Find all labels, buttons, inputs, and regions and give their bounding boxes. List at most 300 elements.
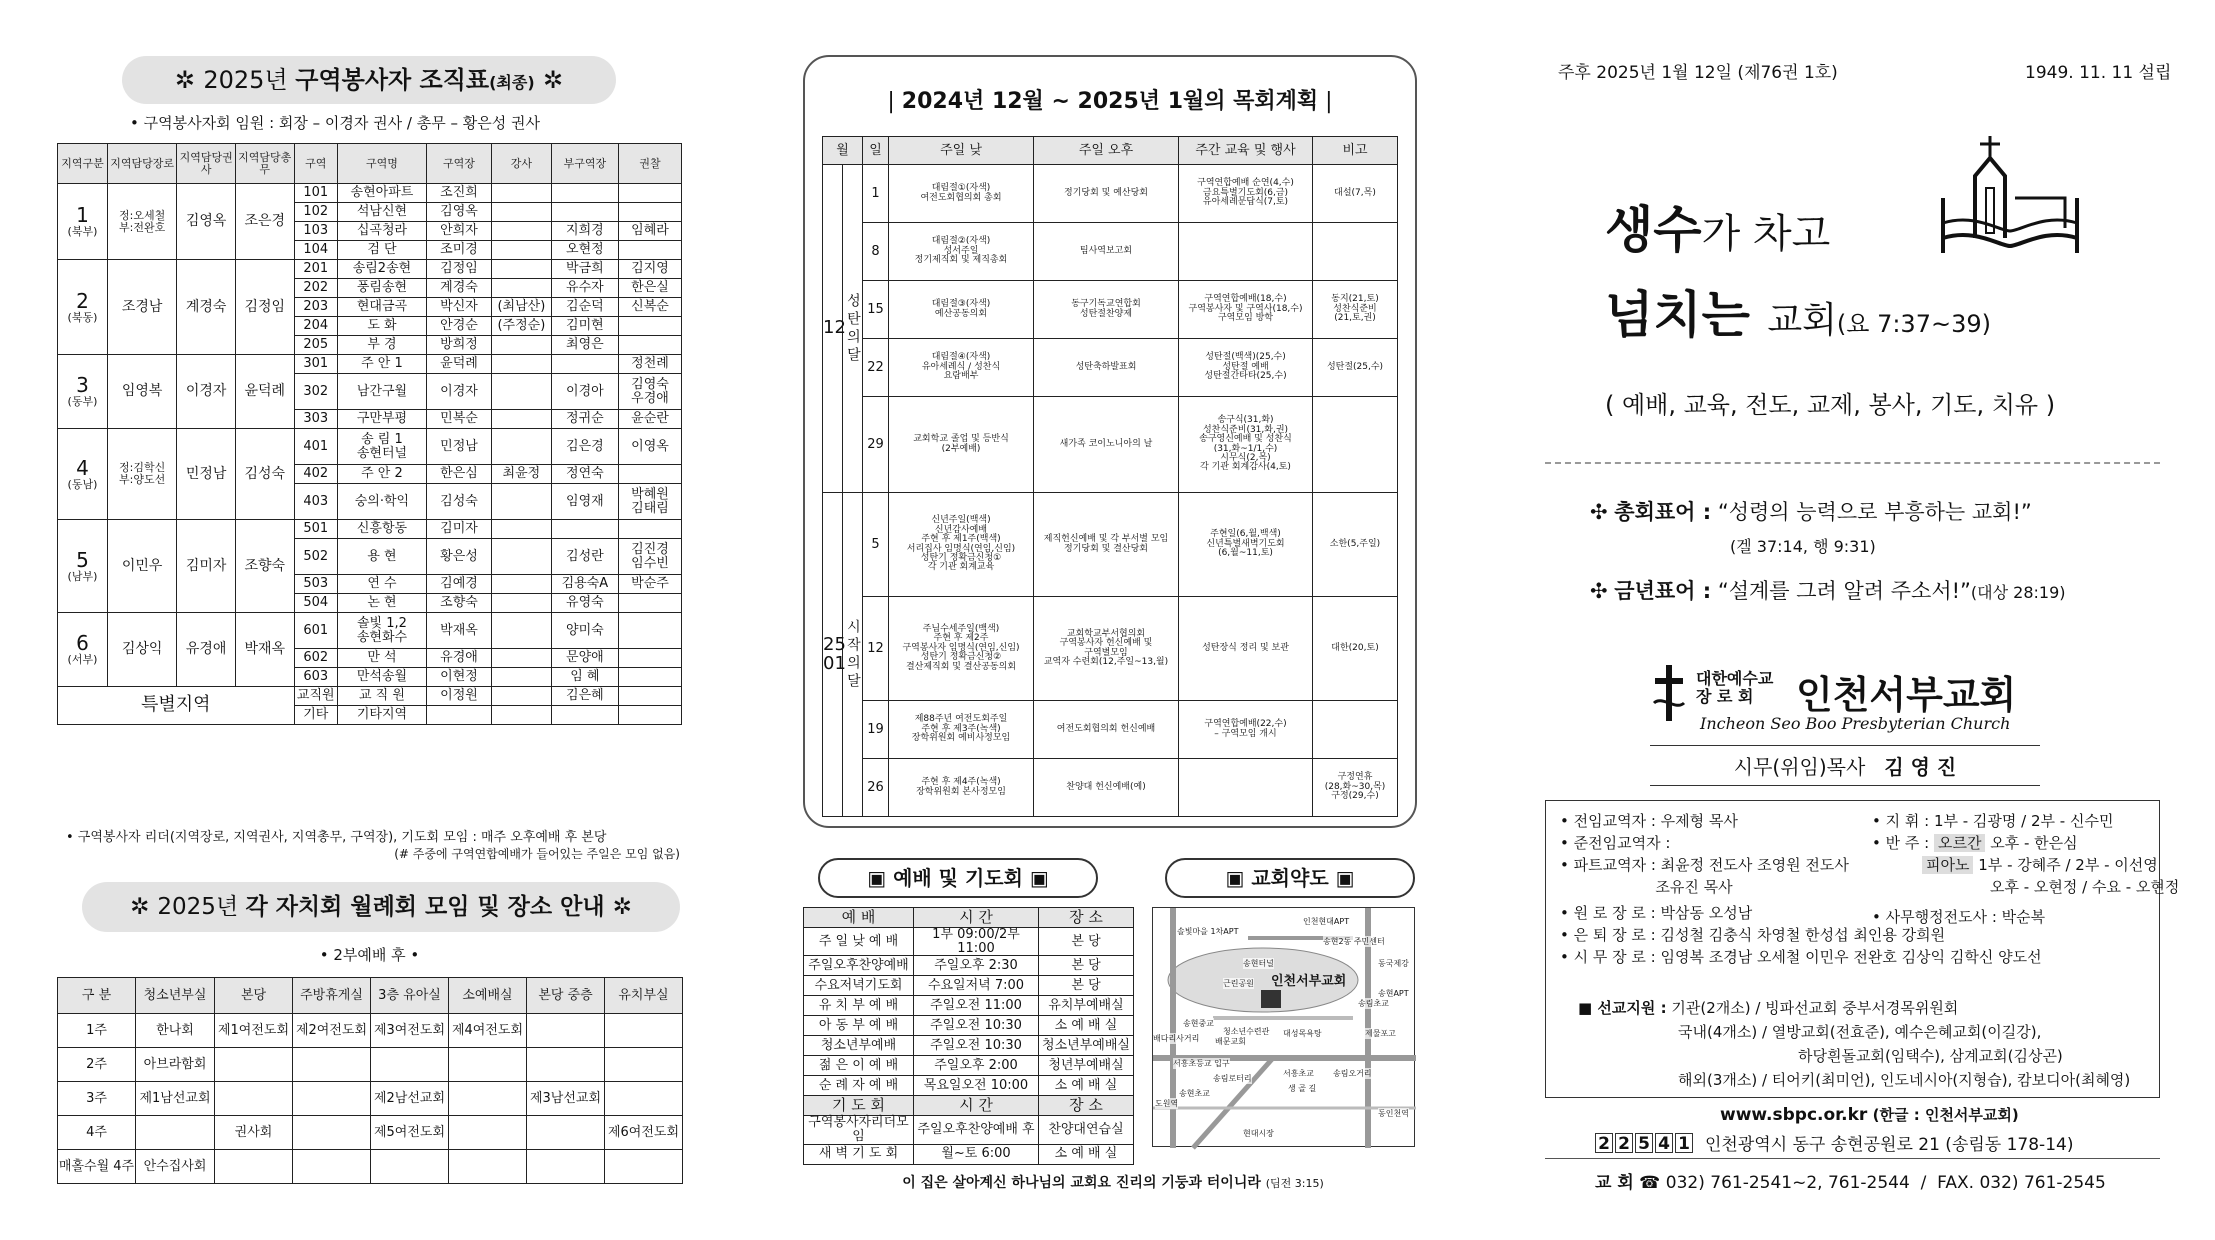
church-bible-icon — [1935, 128, 2085, 268]
table-cell: (주정순) — [492, 317, 552, 336]
map-label: 송현2동 주민센터 — [1323, 937, 1385, 946]
table-cell: 조은경 — [235, 184, 294, 260]
table-cell: 구역연합예배 순연(4,수) 금요특별기도회(6,금) 유아세례문답식(7,토) — [1179, 165, 1313, 223]
website-link[interactable]: www.sbpc.or.kr — [1720, 1105, 1868, 1125]
table-row — [58, 520, 682, 539]
table-cell: 제2여전도회 — [293, 1014, 371, 1048]
column-header: 주간 교육 및 행사 — [1179, 137, 1313, 165]
table-cell: 논 현 — [337, 594, 426, 613]
table-cell: 601 — [294, 613, 337, 649]
table-cell: 부 경 — [337, 336, 426, 355]
table-cell: 윤덕례 — [426, 355, 491, 374]
map-title: ▣ 교회약도 ▣ — [1165, 858, 1415, 898]
table-cell — [293, 1048, 371, 1082]
table-cell: 청소년부예배실 — [1039, 1036, 1134, 1056]
table-cell: 아브라함회 — [136, 1048, 215, 1082]
plan-theme-text: 시작의달 — [844, 618, 861, 691]
region-cell — [58, 260, 108, 355]
map-label: 송현터널 — [1243, 959, 1274, 968]
table-cell — [492, 520, 552, 539]
region-number: 6 — [76, 631, 89, 656]
table-cell: 오현정 — [551, 241, 618, 260]
table-cell: 502 — [294, 539, 337, 575]
table-cell: 교회학교 졸업 및 등반식 (2부예배) — [889, 397, 1034, 493]
table-cell — [1179, 223, 1313, 281]
column-header: 유치부실 — [605, 978, 683, 1014]
worship-title: ▣ 예배 및 기도회 ▣ — [818, 858, 1098, 898]
table-row — [58, 184, 682, 203]
table-cell — [619, 687, 682, 706]
church-map — [1152, 907, 1415, 1147]
table-cell — [371, 1048, 449, 1082]
table-cell: 교 직 원 — [337, 687, 426, 706]
plan-row — [823, 759, 1398, 817]
column-header: 본당 — [215, 978, 293, 1014]
table-cell: 젊 은 이 예 배 — [804, 1056, 914, 1076]
table-cell: 제직헌신예배 및 각 부서별 모임 정기당회 및 결산당회 — [1034, 493, 1179, 597]
table-row — [804, 1016, 1134, 1036]
flower-icon: ✲ — [543, 66, 564, 94]
table-cell: 602 — [294, 649, 337, 668]
table-cell: 주일오전 10:30 — [914, 1036, 1039, 1056]
zip-digit: 1 — [1675, 1133, 1693, 1153]
table-cell — [551, 355, 618, 374]
map-labels — [1153, 908, 1416, 1148]
table-cell: 김예경 — [426, 575, 491, 594]
table-cell: 대림절①(자색) 여전도회협의회 총회 — [889, 165, 1034, 223]
table-cell — [551, 184, 618, 203]
column-header: 구 분 — [58, 978, 136, 1014]
table-cell — [449, 1116, 527, 1150]
table-cell — [215, 1048, 293, 1082]
table-cell — [551, 706, 618, 725]
denomination: 대한예수교 장 로 회 — [1696, 669, 1774, 706]
table-row — [58, 613, 682, 649]
table-cell: 찬양대연습실 — [1039, 1116, 1134, 1144]
staff-right: • 지 휘 : 1부 - 김광명 / 2부 - 신수민 • 반 주 : 오르간 오후 - 한은심 피아노 1부 - 강혜주 / 2부 - 이선영 오후 - 오현정 / 수요 - 오현정 • 사무행정전도사 : 박순복 — [1872, 812, 2180, 926]
table-cell: 주일오전 11:00 — [914, 996, 1039, 1016]
table-cell: 김은혜 — [551, 687, 618, 706]
table-cell: 소한(5,주일) — [1313, 493, 1398, 597]
table-cell: 윤순란 — [619, 410, 682, 429]
table-row — [804, 928, 1134, 956]
table-cell: 석남신현 — [337, 203, 426, 222]
region-number: 4 — [76, 455, 89, 480]
table-cell: 박금희 — [551, 260, 618, 279]
region-number: 5 — [76, 547, 89, 572]
table-cell — [527, 1150, 605, 1184]
map-label: 송림초교 — [1358, 999, 1389, 1008]
column-header: 일 — [863, 137, 889, 165]
table-cell — [527, 1116, 605, 1150]
staff-line: • 파트교역자 : 최윤정 전도사 조영원 전도사 — [1560, 856, 1849, 874]
table-cell: 송구식(31,화) 성찬식준비(31,화,권) 송구영신예배 및 성찬식 (31,화~1/1,수) 시무식(2,목) 각 기관 회계감사(4,토) — [1179, 397, 1313, 493]
divider — [1545, 462, 2160, 464]
table-cell — [449, 1150, 527, 1184]
table-cell: 임영복 — [107, 355, 176, 429]
motto-year: ✣ 금년표어 : “설계를 그려 알려 주소서!”(대상 28:19) — [1590, 579, 2066, 603]
table-cell — [492, 184, 552, 203]
table-cell: 신년주일(백색) 신년감사예배 주현 후 제1주(백색) 서리집사 임명식(연임,신임) 성탄기 정확금신청① 각 기관 회계교육 — [889, 493, 1034, 597]
table-cell: 김순덕 — [551, 298, 618, 317]
address-line: 2 2 5 4 1 인천광역시 동구 송현공원로 21 (송림동 178-14) — [1595, 1130, 2073, 1155]
table-cell: 구만부평 — [337, 410, 426, 429]
church-name-en: Incheon Seo Boo Presbyterian Church — [1700, 714, 2011, 733]
table-cell — [527, 1048, 605, 1082]
table-row — [58, 1014, 683, 1048]
table-cell: 조경남 — [107, 260, 176, 355]
table-cell: 안경순 — [426, 317, 491, 336]
plan-row — [823, 701, 1398, 759]
column-header: 주일 낮 — [889, 137, 1034, 165]
table-cell: 22 — [863, 339, 889, 397]
table-cell: 신흥항동 — [337, 520, 426, 539]
table-row — [58, 355, 682, 374]
table-cell: 검 단 — [337, 241, 426, 260]
table-cell — [492, 706, 552, 725]
map-label: 송현초교 — [1179, 1089, 1210, 1098]
table-cell: 유경애 — [177, 613, 236, 687]
table-cell: 김영숙 우경애 — [619, 374, 682, 410]
map-label: 도원역 — [1155, 1099, 1179, 1108]
motto-general-ref: (겔 37:14, 행 9:31) — [1730, 537, 1876, 556]
table-cell: 김정임 — [426, 260, 491, 279]
table-cell — [551, 203, 618, 222]
table-cell: 박혜원 김태림 — [619, 484, 682, 520]
table-cell: 조향숙 — [426, 594, 491, 613]
table-cell: 새가족 코이노니아의 날 — [1034, 397, 1179, 493]
region-number: 2 — [76, 288, 89, 313]
table-cell: 지희경 — [551, 222, 618, 241]
plus-icon: ✣ — [1590, 500, 1608, 524]
table-cell: 대림절②(자색) 성서주일 정기제직회 및 제직총회 — [889, 223, 1034, 281]
staff-line: • 시 무 장 로 : 임영복 조경남 오세철 이민우 전완호 김상익 김학신 양도선 — [1560, 948, 2042, 966]
plan-row — [823, 493, 1398, 597]
table-cell: 박순주 — [619, 575, 682, 594]
table-cell: 정:오세철 부:전완호 — [107, 184, 176, 260]
map-label: 생 골 길 — [1288, 1084, 1317, 1093]
map-label: 인천현대APT — [1303, 917, 1350, 926]
table-cell: 3주 — [58, 1082, 136, 1116]
plan-theme-text: 성탄의달 — [844, 292, 861, 365]
monthly-title: ✲ 2025년 각 자치회 월례회 모임 및 장소 안내 ✲ — [82, 882, 680, 932]
table-cell: 102 — [294, 203, 337, 222]
table-row — [58, 1150, 683, 1184]
table-cell: 정기당회 및 예산당회 — [1034, 165, 1179, 223]
phone-line: 교 회 ☎ 032) 761-2541~2, 761-2544 / FAX. 032) 761-2545 — [1595, 1173, 2106, 1193]
special-region-label: 특별지역 — [58, 687, 295, 725]
table-cell — [492, 374, 552, 410]
table-cell — [492, 279, 552, 298]
table-row — [804, 956, 1134, 976]
table-cell: 조향숙 — [235, 520, 294, 613]
table-cell: 권사회 — [215, 1116, 293, 1150]
table-cell: 유경애 — [426, 649, 491, 668]
table-cell: 조진희 — [426, 184, 491, 203]
table-cell: 소 예 배 실 — [1039, 1016, 1134, 1036]
table-cell: 시 간 — [914, 908, 1039, 928]
table-cell — [449, 1048, 527, 1082]
table-cell — [605, 1048, 683, 1082]
table-cell — [619, 465, 682, 484]
table-cell — [371, 1150, 449, 1184]
table-cell: 주일오후 2:30 — [914, 956, 1039, 976]
table-cell: 402 — [294, 465, 337, 484]
table-cell: 조미경 — [426, 241, 491, 260]
map-label: 제물포고 — [1365, 1029, 1396, 1038]
table-cell: 1 — [863, 165, 889, 223]
column-header: 소예배실 — [449, 978, 527, 1014]
table-cell: 계경숙 — [426, 279, 491, 298]
table-cell: 204 — [294, 317, 337, 336]
table-cell: 주 안 2 — [337, 465, 426, 484]
table-cell: 한은심 — [426, 465, 491, 484]
table-cell: 찬양대 헌신예배(예) — [1034, 759, 1179, 817]
website: www.sbpc.or.kr (한글 : 인천서부교회) — [1720, 1105, 2019, 1125]
founded-date: 1949. 11. 11 설립 — [2025, 63, 2172, 83]
table-cell: 김미자 — [426, 520, 491, 539]
org-note: • 구역봉사자 리더(지역장로, 지역권사, 지역총무, 구역장), 기도회 모임 : 매주 오후예배 후 본당 (# 주중에 구역연합예배가 들어있는 주일은 모임 없음) — [66, 830, 680, 861]
table-cell: 이경자 — [426, 374, 491, 410]
table-cell: 정천례 — [619, 355, 682, 374]
table-cell: 주현일(6,월,백색) 신년특별새벽기도회 (6,월~11,토) — [1179, 493, 1313, 597]
table-cell: 1부 09:00/2부 11:00 — [914, 928, 1039, 956]
table-cell: 교회학교부서협의회 구역봉사자 헌신예배 및 구역별모임 교역자 수련회(12,주일~13,월) — [1034, 597, 1179, 701]
table-cell: 303 — [294, 410, 337, 429]
table-cell: 401 — [294, 429, 337, 465]
table-cell: 송림2송현 — [337, 260, 426, 279]
column-header: 주방휴게실 — [293, 978, 371, 1014]
church-name: 인천서부교회 — [1796, 673, 2017, 717]
table-cell: 예 배 — [804, 908, 914, 928]
worship-table — [803, 907, 1134, 1165]
slogan-line-2: 넘치는 교회(요 7:37~39) — [1605, 286, 1991, 344]
column-header: 지역담당장로 — [107, 144, 176, 184]
table-cell — [492, 410, 552, 429]
table-cell — [619, 203, 682, 222]
table-cell — [492, 203, 552, 222]
table-cell: 김성란 — [551, 539, 618, 575]
plan-row — [823, 165, 1398, 223]
table-cell: 유 치 부 예 배 — [804, 996, 914, 1016]
table-cell: 501 — [294, 520, 337, 539]
table-cell: 성탄축하발표회 — [1034, 339, 1179, 397]
table-cell — [492, 668, 552, 687]
table-cell: 제88주년 여전도회주일 주현 후 제3주(녹색) 장학위원회 예비사정모임 — [889, 701, 1034, 759]
table-cell: 1주 — [58, 1014, 136, 1048]
column-header: 지역구분 — [58, 144, 108, 184]
table-cell: 제3남선교회 — [527, 1082, 605, 1116]
staff-line: • 준전임교역자 : — [1560, 834, 1671, 852]
table-row — [58, 1082, 683, 1116]
table-cell: (최남산) — [492, 298, 552, 317]
table-row — [804, 1056, 1134, 1076]
plan-month: 25 01 — [823, 493, 843, 817]
table-cell: 본 당 — [1039, 976, 1134, 996]
map-label: 대성목욕탕 — [1283, 1029, 1322, 1038]
table-cell — [492, 260, 552, 279]
table-cell — [619, 613, 682, 649]
table-cell: 만석송월 — [337, 668, 426, 687]
table-cell: 민복순 — [426, 410, 491, 429]
region-direction: (북동) — [67, 310, 98, 324]
table-cell — [1313, 223, 1398, 281]
table-cell — [293, 1082, 371, 1116]
table-cell: 김성숙 — [235, 429, 294, 520]
table-cell: 대설(7,목) — [1313, 165, 1398, 223]
table-cell — [619, 241, 682, 260]
table-cell: 15 — [863, 281, 889, 339]
table-cell: 202 — [294, 279, 337, 298]
plus-icon: ✣ — [1590, 579, 1608, 603]
table-cell: 순 례 자 예 배 — [804, 1076, 914, 1096]
table-cell: 이경자 — [177, 355, 236, 429]
table-cell — [492, 594, 552, 613]
table-cell — [619, 594, 682, 613]
map-label: 서흥초교 — [1283, 1069, 1314, 1078]
scripture-quote: 이 집은 살아계신 하나님의 교회요 진리의 기둥과 터이니라 (딤전 3:15) — [902, 1175, 1324, 1191]
table-cell: 김미현 — [551, 317, 618, 336]
column-header: 강사 — [492, 144, 552, 184]
table-cell — [492, 241, 552, 260]
table-cell: 아 동 부 예 배 — [804, 1016, 914, 1036]
column-header: 권찰 — [619, 144, 682, 184]
table-cell: 성탄절(25,수) — [1313, 339, 1398, 397]
table-cell: 안수집사회 — [136, 1150, 215, 1184]
org-chart-title: ✲ 2025년 구역봉사자 조직표(최종) ✲ — [122, 56, 616, 104]
header-row — [804, 1096, 1134, 1116]
table-cell: 송현아파트 — [337, 184, 426, 203]
table-cell — [215, 1150, 293, 1184]
table-cell — [619, 184, 682, 203]
table-cell: 수요일저녁 7:00 — [914, 976, 1039, 996]
table-row — [58, 260, 682, 279]
table-cell — [215, 1082, 293, 1116]
region-direction: (남부) — [67, 569, 98, 583]
table-cell: 김영옥 — [426, 203, 491, 222]
table-cell: 103 — [294, 222, 337, 241]
region-cell — [58, 520, 108, 613]
table-cell: 26 — [863, 759, 889, 817]
issue-info: 주후 2025년 1월 12일 (제76권 1호) — [1558, 63, 1838, 83]
table-cell: 김은경 — [551, 429, 618, 465]
table-cell: 제5여전도회 — [371, 1116, 449, 1150]
table-cell: 제2남선교회 — [371, 1082, 449, 1116]
table-cell — [492, 484, 552, 520]
table-cell: 구정연휴 (28,화~30,목) 구정(29,수) — [1313, 759, 1398, 817]
column-header: 구역명 — [337, 144, 426, 184]
table-cell: 유영숙 — [551, 594, 618, 613]
table-cell: 김영옥 — [177, 184, 236, 260]
map-label: 청소년수련관 — [1223, 1027, 1270, 1036]
table-cell: 남간구월 — [337, 374, 426, 410]
table-cell — [492, 336, 552, 355]
table-cell: 주일오후찬양예배 후 — [914, 1116, 1039, 1144]
table-cell: 송 림 1 송현터널 — [337, 429, 426, 465]
table-cell: 301 — [294, 355, 337, 374]
church-logo-icon — [1650, 663, 1688, 723]
table-cell — [619, 520, 682, 539]
flower-icon: ✲ — [174, 66, 195, 94]
table-cell: 박재옥 — [235, 613, 294, 687]
table-cell — [619, 317, 682, 336]
table-cell: 양미숙 — [551, 613, 618, 649]
table-cell: 십곡청라 — [337, 222, 426, 241]
table-cell: 주일오전 10:30 — [914, 1016, 1039, 1036]
table-cell — [1179, 759, 1313, 817]
monthly-subtitle: • 2부예배 후 • — [319, 946, 420, 964]
table-cell: 주현 후 제4주(녹색) 장학위원회 본사정모임 — [889, 759, 1034, 817]
table-cell: 제1여전도회 — [215, 1014, 293, 1048]
map-label: 근린공원 — [1223, 979, 1254, 988]
table-cell: 구역연합예배(22,수) – 구역모임 개시 — [1179, 701, 1313, 759]
table-cell: 이민우 — [107, 520, 176, 613]
table-cell — [492, 575, 552, 594]
table-cell: 2주 — [58, 1048, 136, 1082]
plan-row — [823, 339, 1398, 397]
table-cell: 유치부예배실 — [1039, 996, 1134, 1016]
table-cell: 임혜라 — [619, 222, 682, 241]
column-header: 주일 오후 — [1034, 137, 1179, 165]
table-cell: 민정남 — [426, 429, 491, 465]
table-cell: 정연숙 — [551, 465, 618, 484]
table-cell: 유수자 — [551, 279, 618, 298]
staff-line: 조유진 목사 — [1560, 878, 1733, 896]
table-cell: 제6여전도회 — [605, 1116, 683, 1150]
table-cell: 구역연합예배(18,수) 구역봉사자 및 구역사(18,수) 구역모임 방학 — [1179, 281, 1313, 339]
table-cell: 문양애 — [551, 649, 618, 668]
table-cell: 대한(20,토) — [1313, 597, 1398, 701]
table-cell: 제3여전도회 — [371, 1014, 449, 1048]
table-cell: 현대금곡 — [337, 298, 426, 317]
table-cell: 403 — [294, 484, 337, 520]
table-cell — [492, 222, 552, 241]
table-cell: 제1남선교회 — [136, 1082, 215, 1116]
staff-line: • 전임교역자 : 우제형 목사 — [1560, 812, 1738, 830]
table-cell: 임영재 — [551, 484, 618, 520]
table-cell: 이현정 — [426, 668, 491, 687]
table-cell: 계경숙 — [177, 260, 236, 355]
table-cell: 29 — [863, 397, 889, 493]
table-cell: 임 혜 — [551, 668, 618, 687]
table-cell: 만 석 — [337, 649, 426, 668]
table-cell: 이영옥 — [619, 429, 682, 465]
plan-row — [823, 397, 1398, 493]
map-label: 서흥초등교 입구 — [1173, 1059, 1230, 1068]
table-cell: 수요저녁기도회 — [804, 976, 914, 996]
table-cell: 김용숙A — [551, 575, 618, 594]
table-cell: 성탄장식 정리 및 보관 — [1179, 597, 1313, 701]
table-cell: 신복순 — [619, 298, 682, 317]
table-cell: 본 당 — [1039, 956, 1134, 976]
table-cell: 연 수 — [337, 575, 426, 594]
table-cell: 기타지역 — [337, 706, 426, 725]
table-cell: 최윤정 — [492, 465, 552, 484]
plan-theme — [843, 493, 863, 817]
table-cell: 대림절③(자색) 예산공동의회 — [889, 281, 1034, 339]
map-label: 송현중교 — [1183, 1019, 1214, 1028]
table-cell: 302 — [294, 374, 337, 410]
table-cell: 201 — [294, 260, 337, 279]
table-cell: 한나회 — [136, 1014, 215, 1048]
table-cell: 주일오후 2:00 — [914, 1056, 1039, 1076]
table-cell: 구역봉사자리더모임 — [804, 1116, 914, 1144]
table-cell: 동구기독교연합회 성탄절찬양제 — [1034, 281, 1179, 339]
table-row — [58, 1116, 683, 1150]
table-cell — [619, 668, 682, 687]
table-cell — [619, 706, 682, 725]
table-cell: 시 간 — [914, 1096, 1039, 1116]
